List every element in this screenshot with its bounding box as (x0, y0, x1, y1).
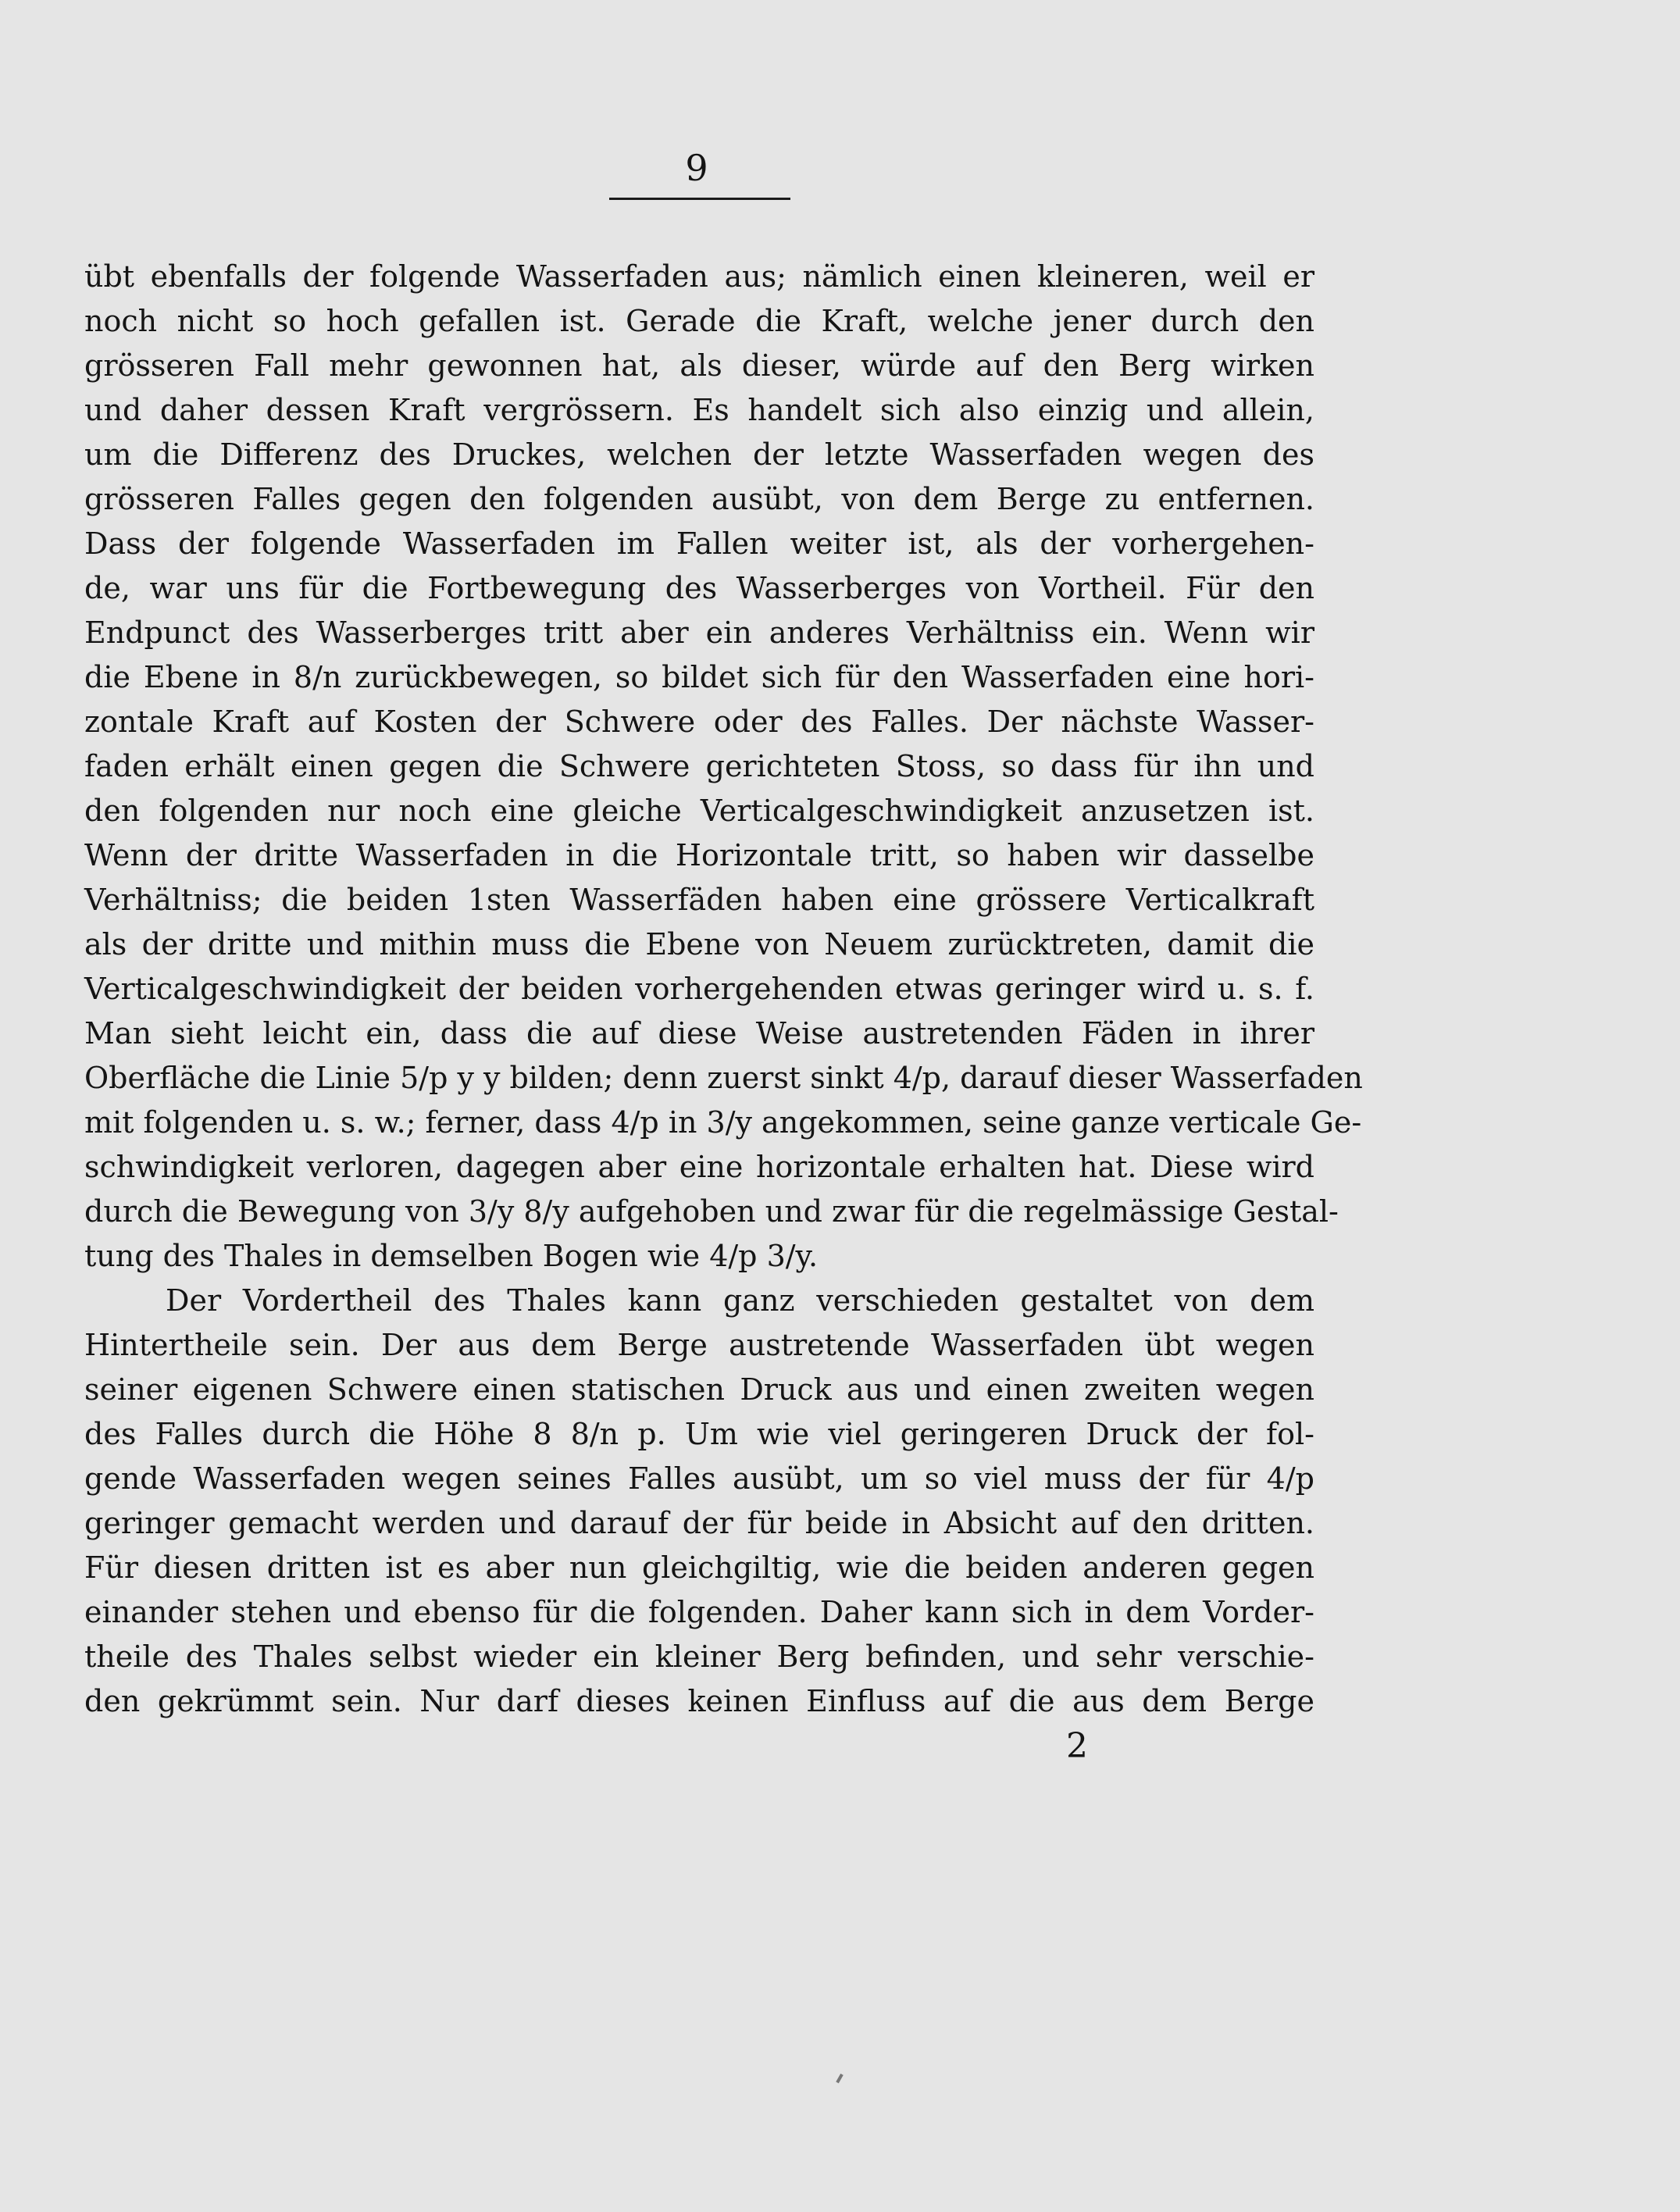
text-line: schwindigkeit verloren, dagegen aber eine horizontale erhalten hat. Diese wird (84, 1150, 1314, 1184)
text-line: des Falles durch die Höhe 8 8/n p. Um wie viel geringeren Druck der fol- (84, 1417, 1314, 1451)
body-text (84, 255, 1363, 1724)
text-line: den gekrümmt sein. Nur darf dieses keinen Einfluss auf die aus dem Berge (84, 1684, 1314, 1718)
signature-mark: 2 (1066, 1726, 1088, 1766)
text-line: seiner eigenen Schwere einen statischen Druck aus und einen zweiten wegen (84, 1372, 1314, 1407)
text-line: den folgenden nur noch eine gleiche Verticalgeschwindigkeit anzusetzen ist. (84, 794, 1314, 828)
text-line: Man sieht leicht ein, dass die auf diese Weise austretenden Fäden in ihrer (84, 1016, 1314, 1051)
text-line: theile des Thales selbst wieder ein kleiner Berg befinden, und sehr verschie- (84, 1639, 1314, 1674)
text-line: Für diesen dritten ist es aber nun gleichgiltig, wie die beiden anderen gegen (84, 1550, 1314, 1585)
paper-speck (836, 2074, 843, 2083)
text-line: einander stehen und ebenso für die folgenden. Daher kann sich in dem Vorder- (84, 1595, 1314, 1629)
text-line: Oberfläche die Linie 5/p y y bilden; denn zuerst sinkt 4/p, darauf dieser Wasserfaden (84, 1061, 1363, 1095)
text-line: tung des Thales in demselben Bogen wie 4/p 3/y. (84, 1239, 819, 1273)
text-line: um die Differenz des Druckes, welchen der letzte Wasserfaden wegen des (84, 437, 1314, 472)
text-line: grösseren Fall mehr gewonnen hat, als dieser, würde auf den Berg wirken (84, 348, 1314, 383)
text-line: grösseren Falles gegen den folgenden ausübt, von dem Berge zu entfernen. (84, 482, 1314, 516)
text-line: geringer gemacht werden und darauf der für beide in Absicht auf den dritten. (84, 1506, 1314, 1540)
header-rule (609, 198, 790, 200)
text-line: Endpunct des Wasserberges tritt aber ein anderes Verhältniss ein. Wenn wir (84, 615, 1314, 650)
text-line: Verticalgeschwindigkeit der beiden vorhergehenden etwas geringer wird u. s. f. (84, 972, 1314, 1006)
text-line: Verhältniss; die beiden 1sten Wasserfäden haben eine grössere Verticalkraft (84, 883, 1314, 917)
text-line: als der dritte und mithin muss die Ebene von Neuem zurücktreten, damit die (84, 927, 1314, 962)
text-line: und daher dessen Kraft vergrössern. Es handelt sich also einzig und allein, (84, 393, 1314, 427)
text-line: de, war uns für die Fortbewegung des Wasserberges von Vortheil. Für den (84, 571, 1314, 605)
text-line: noch nicht so hoch gefallen ist. Gerade die Kraft, welche jener durch den (84, 304, 1314, 338)
text-line: Der Vordertheil des Thales kann ganz verschieden gestaltet von dem (166, 1283, 1314, 1318)
text-line: Wenn der dritte Wasserfaden in die Horizontale tritt, so haben wir dasselbe (84, 838, 1314, 872)
text-line: Dass der folgende Wasserfaden im Fallen weiter ist, als der vorhergehen- (84, 526, 1314, 561)
text-line: übt ebenfalls der folgende Wasserfaden aus; nämlich einen kleineren, weil er (84, 259, 1314, 294)
page-number: 9 (685, 147, 708, 189)
text-line: faden erhält einen gegen die Schwere gerichteten Stoss, so dass für ihn und (84, 749, 1314, 783)
text-line: durch die Bewegung von 3/y 8/y aufgehoben und zwar für die regelmässige Gestal- (84, 1194, 1339, 1229)
text-line: mit folgenden u. s. w.; ferner, dass 4/p in 3/y angekommen, seine ganze verticale Ge- (84, 1105, 1362, 1140)
text-line: die Ebene in 8/n zurückbewegen, so bildet sich für den Wasserfaden eine hori- (84, 660, 1314, 694)
text-line: zontale Kraft auf Kosten der Schwere oder des Falles. Der nächste Wasser- (84, 705, 1314, 739)
text-line: gende Wasserfaden wegen seines Falles ausübt, um so viel muss der für 4/p (84, 1461, 1314, 1496)
text-line: Hintertheile sein. Der aus dem Berge austretende Wasserfaden übt wegen (84, 1328, 1314, 1362)
